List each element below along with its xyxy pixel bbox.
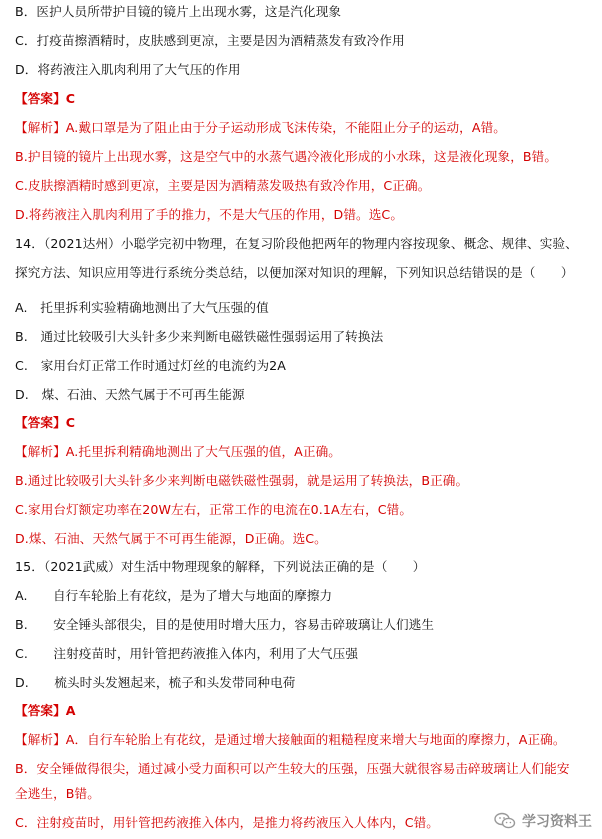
q15-option-d: D. 梳头时头发翘起来，梳子和头发带同种电荷 xyxy=(15,675,296,690)
q14-analysis-c: C.家用台灯额定功率在20W左右，正常工作的电流在0.1A左右，C错。 xyxy=(15,502,413,517)
q14-stem-line1: 14．（2021达州）小聪学完初中物理，在复习阶段他把两年的物理内容按现象、概念、规律、实验、 xyxy=(15,236,578,251)
q15-analysis-b-line2: 全逃生，B错。 xyxy=(15,786,100,801)
q14-answer: 【答案】C xyxy=(15,415,76,430)
q15-analysis-a: 【解析】A．自行车轮胎上有花纹，是通过增大接触面的粗糙程度来增大与地面的摩擦力，A正确。 xyxy=(15,732,566,747)
q13-analysis-d: D.将药液注入肌肉利用了手的推力，不是大气压的作用，D错。选C。 xyxy=(15,207,404,222)
q13-option-c: C．打疫苗擦酒精时，皮肤感到更凉，主要是因为酒精蒸发有致冷作用 xyxy=(15,33,405,48)
q13-analysis-b: B.护目镜的镜片上出现水雾，这是空气中的水蒸气遇冷液化形成的小水珠，这是液化现象，B错。 xyxy=(15,149,558,164)
q13-answer: 【答案】C xyxy=(15,91,76,106)
q15-option-c: C. 注射疫苗时，用针管把药液推入体内，利用了大气压强 xyxy=(15,646,359,661)
q14-analysis-a: 【解析】A.托里拆利精确地测出了大气压强的值，A正确。 xyxy=(15,444,341,459)
q13-option-b: B．医护人员所带护目镜的镜片上出现水雾，这是汽化现象 xyxy=(15,4,342,19)
q15-option-b: B. 安全锤头部很尖，目的是使用时增大压力，容易击碎玻璃让人们逃生 xyxy=(15,617,435,632)
q15-analysis-c: C．注射疫苗时，用针管把药液推入体内，是推力将药液压入人体内，C错。 xyxy=(15,815,439,830)
q14-stem-line2: 探究方法、知识应用等进行系统分类总结，以便加深对知识的理解，下列知识总结错误的是（ ） xyxy=(15,265,574,280)
wechat-icon xyxy=(494,812,516,830)
q13-option-d: D．将药液注入肌肉利用了大气压的作用 xyxy=(15,62,241,77)
q15-option-a: A. 自行车轮胎上有花纹，是为了增大与地面的摩擦力 xyxy=(15,588,333,603)
watermark xyxy=(494,811,592,831)
q14-option-b: B. 通过比较吸引大头针多少来判断电磁铁磁性强弱运用了转换法 xyxy=(15,329,384,344)
q13-analysis-a: 【解析】A.戴口罩是为了阻止由于分子运动形成飞沫传染，不能阻止分子的运动，A错。 xyxy=(15,120,506,135)
q15-answer: 【答案】A xyxy=(15,703,76,718)
q14-analysis-d: D.煤、石油、天然气属于不可再生能源，D正确。选C。 xyxy=(15,531,327,546)
q14-option-a: A. 托里拆利实验精确地测出了大气压强的值 xyxy=(15,300,269,315)
q14-option-d: D. 煤、石油、天然气属于不可再生能源 xyxy=(15,387,245,402)
q14-analysis-b: B.通过比较吸引大头针多少来判断电磁铁磁性强弱，就是运用了转换法，B正确。 xyxy=(15,473,469,488)
q15-stem: 15．（2021武威）对生活中物理现象的解释，下列说法正确的是（ ） xyxy=(15,559,426,574)
q13-analysis-c: C.皮肤擦酒精时感到更凉，主要是因为酒精蒸发吸热有致冷作用，C正确。 xyxy=(15,178,431,193)
q15-analysis-b-line1: B．安全锤做得很尖，通过减小受力面积可以产生较大的压强，压强大就很容易击碎玻璃让人们能安 xyxy=(15,761,570,776)
watermark-text: 学习资料王 xyxy=(522,814,592,830)
q14-option-c: C. 家用台灯正常工作时通过灯丝的电流约为2A xyxy=(15,358,287,373)
